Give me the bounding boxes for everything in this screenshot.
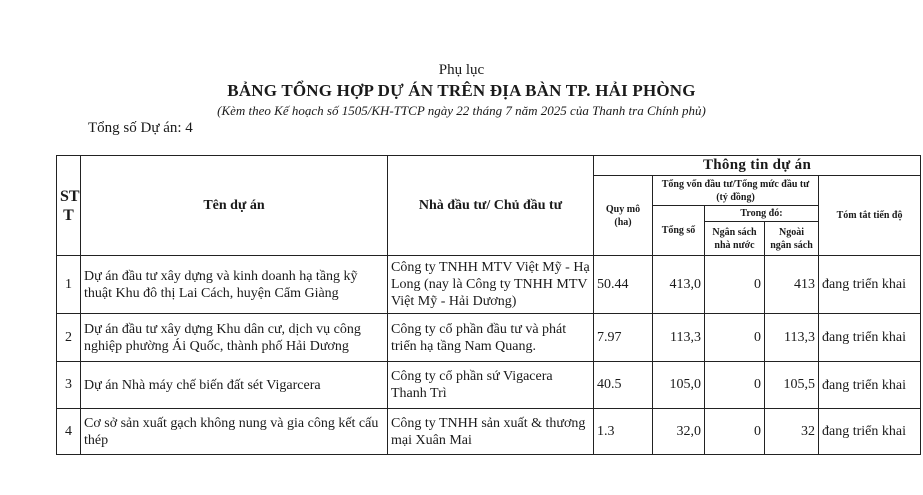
row-project-name: Dự án đầu tư xây dựng và kinh doanh hạ tầng kỹ thuật Khu đô thị Lai Cách, huyện Cẩm Giàng xyxy=(81,256,388,314)
row-scale: 7.97 xyxy=(594,314,653,362)
row-investor: Công ty TNHH MTV Việt Mỹ - Hạ Long (nay là Công ty TNHH MTV Việt Mỹ - Hải Dương) xyxy=(388,256,594,314)
row-state-budget: 0 xyxy=(705,256,765,314)
row-progress: đang triển khai xyxy=(819,314,921,362)
header-capital: Tổng vốn đầu tư/Tổng mức đầu tư (tỷ đồng) xyxy=(653,176,819,206)
appendix-label: Phụ lục xyxy=(438,62,485,78)
row-scale: 50.44 xyxy=(594,256,653,314)
row-non-budget: 113,3 xyxy=(765,314,819,362)
row-project-name: Dự án đầu tư xây dựng Khu dân cư, dịch vụ công nghiệp phường Ái Quốc, thành phố Hải Dương xyxy=(81,314,388,362)
project-count: Tổng số Dự án: 4 xyxy=(88,120,193,136)
table-row xyxy=(57,256,921,314)
row-progress: đang triển khai xyxy=(819,256,921,314)
row-progress: đang triển khai xyxy=(819,409,921,455)
row-scale: 40.5 xyxy=(594,362,653,409)
header-progress: Tóm tắt tiến độ xyxy=(819,176,921,256)
row-progress: đang triển khai xyxy=(819,362,921,409)
row-project-name: Dự án Nhà máy chế biến đất sét Vigarcera xyxy=(81,362,388,409)
row-scale: 1.3 xyxy=(594,409,653,455)
row-state-budget: 0 xyxy=(705,314,765,362)
row-total: 105,0 xyxy=(653,362,705,409)
header-name: Tên dự án xyxy=(81,156,388,256)
header-investor: Nhà đầu tư/ Chủ đầu tư xyxy=(388,156,594,256)
document-subtitle: (Kèm theo Kế hoạch số 1505/KH-TTCP ngày 22 tháng 7 năm 2025 của Thanh tra Chính phủ) xyxy=(217,103,706,118)
header-stt-line2: T xyxy=(63,206,74,224)
row-total: 413,0 xyxy=(653,256,705,314)
row-stt: 4 xyxy=(57,409,81,455)
header-scale: Quy mô (ha) xyxy=(594,176,653,256)
row-state-budget: 0 xyxy=(705,409,765,455)
row-non-budget: 105,5 xyxy=(765,362,819,409)
document-title: BẢNG TỔNG HỢP DỰ ÁN TRÊN ĐỊA BÀN TP. HẢI PHÒNG xyxy=(227,81,696,100)
header-info-group: Thông tin dự án xyxy=(594,156,921,176)
row-state-budget: 0 xyxy=(705,362,765,409)
header-of-which: Trong đó: xyxy=(705,206,819,222)
table-row xyxy=(57,362,921,409)
table-row xyxy=(57,314,921,362)
row-non-budget: 413 xyxy=(765,256,819,314)
project-table xyxy=(56,155,921,455)
row-non-budget: 32 xyxy=(765,409,819,455)
header-state-budget: Ngân sách nhà nước xyxy=(705,222,765,256)
header-total: Tổng số xyxy=(653,206,705,256)
table-row xyxy=(57,409,921,455)
row-investor: Công ty cổ phần đầu tư và phát triển hạ tầng Nam Quang. xyxy=(388,314,594,362)
row-stt: 2 xyxy=(57,314,81,362)
row-stt: 3 xyxy=(57,362,81,409)
row-investor: Công ty cổ phần sứ Vigacera Thanh Trì xyxy=(388,362,594,409)
header-stt-line1: ST xyxy=(60,187,80,205)
header-non-budget: Ngoài ngân sách xyxy=(765,222,819,256)
header-row-1 xyxy=(57,156,921,176)
header-stt xyxy=(57,156,81,256)
row-investor: Công ty TNHH sản xuất & thương mại Xuân Mai xyxy=(388,409,594,455)
row-stt: 1 xyxy=(57,256,81,314)
row-total: 32,0 xyxy=(653,409,705,455)
row-project-name: Cơ sở sản xuất gạch không nung và gia công kết cấu thép xyxy=(81,409,388,455)
row-total: 113,3 xyxy=(653,314,705,362)
